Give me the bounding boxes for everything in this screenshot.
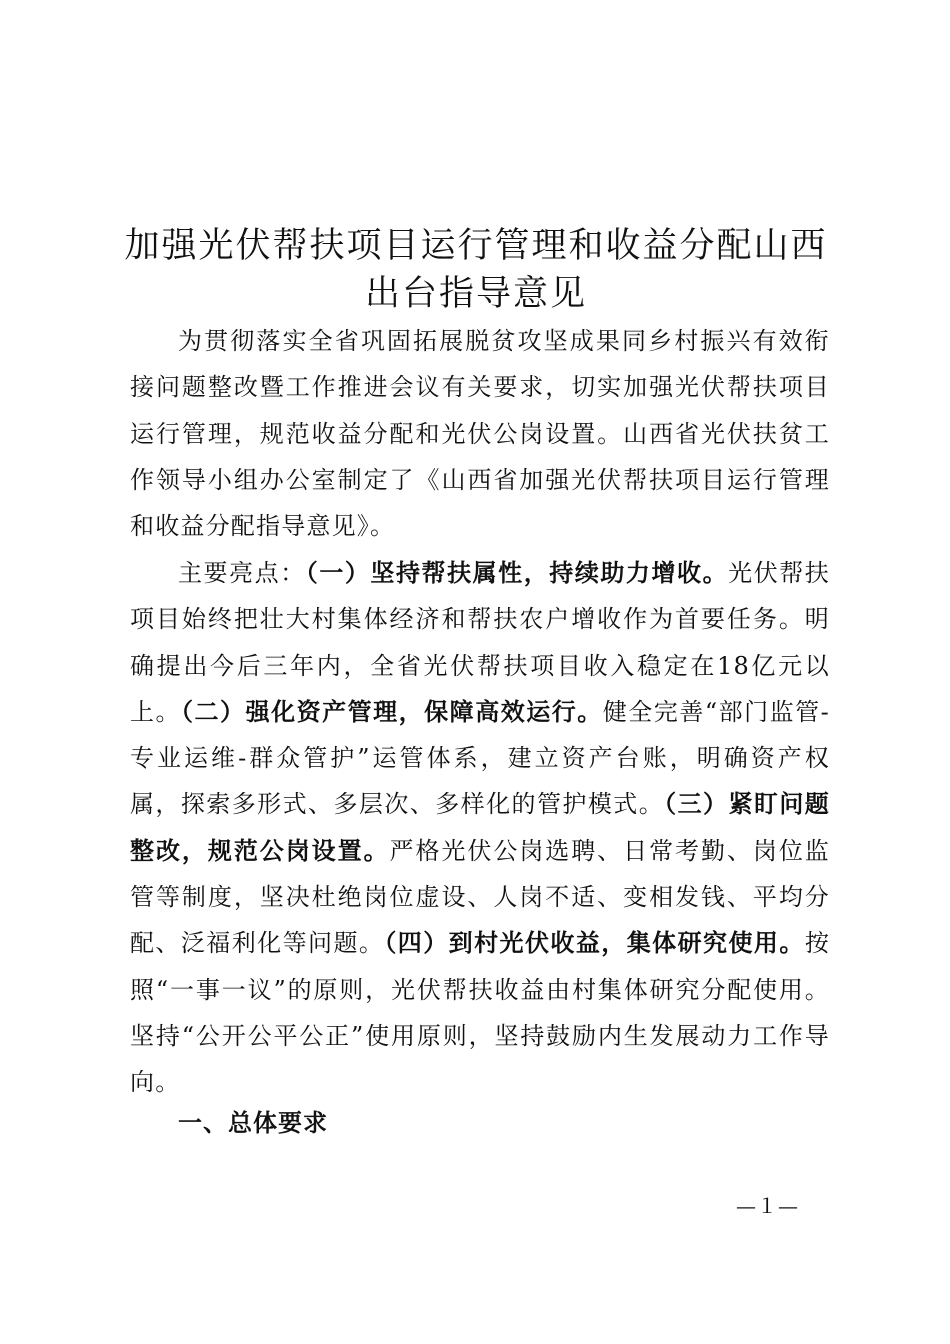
highlight-1-heading: （一）坚持帮扶属性，持续助力增收。	[305, 558, 729, 587]
highlight-2-heading: （二）强化资产管理，保障高效运行。	[181, 696, 603, 726]
highlights-lead: 主要亮点：	[178, 559, 306, 587]
document-title: 加强光伏帮扶项目运行管理和收益分配山西出台指导意见	[124, 226, 828, 314]
page-number: —１—	[736, 1194, 799, 1218]
highlight-1-text: 光伏帮扶项目始终把壮大村集体经济和帮扶农户增收作为首要任务。明确提出今后三年内，全省光伏帮扶项目收入稳定在18亿元以上。	[130, 559, 830, 726]
highlight-2-text: 健全完善“部门监管-专业运维-群众管护”运管体系，建立资产台账，明确资产权属，探索多形式、多层次、多样化的管护模式。	[130, 697, 830, 819]
highlight-3-heading: （三）紧盯问题整改，规范公岗设置。	[130, 789, 830, 865]
highlight-4-heading: （四）到村光伏收益，集体研究使用。	[384, 928, 805, 958]
highlight-3-text: 严格光伏公岗选聘、日常考勤、岗位监管等制度，坚决杜绝岗位虚设、人岗不适、变相发钱、平均分配、泛福利化等问题。	[130, 836, 831, 958]
highlights-paragraph	[130, 550, 830, 1106]
intro-paragraph: 为贯彻落实全省巩固拓展脱贫攻坚成果同乡村振兴有效衔接问题整改暨工作推进会议有关要求，切实加强光伏帮扶项目运行管理，规范收益分配和光伏公岗设置。山西省光伏扶贫工作领导小组办公室制定了《山西省加强光伏帮扶项目运行管理和收益分配指导意见》。	[130, 327, 830, 541]
section-heading: 一、总体要求	[178, 1108, 328, 1137]
highlight-4-text: 按照“一事一议”的原则，光伏帮扶收益由村集体研究分配使用。坚持“公开公平公正”使用原则，坚持鼓励内生发展动力工作导向。	[130, 929, 831, 1097]
